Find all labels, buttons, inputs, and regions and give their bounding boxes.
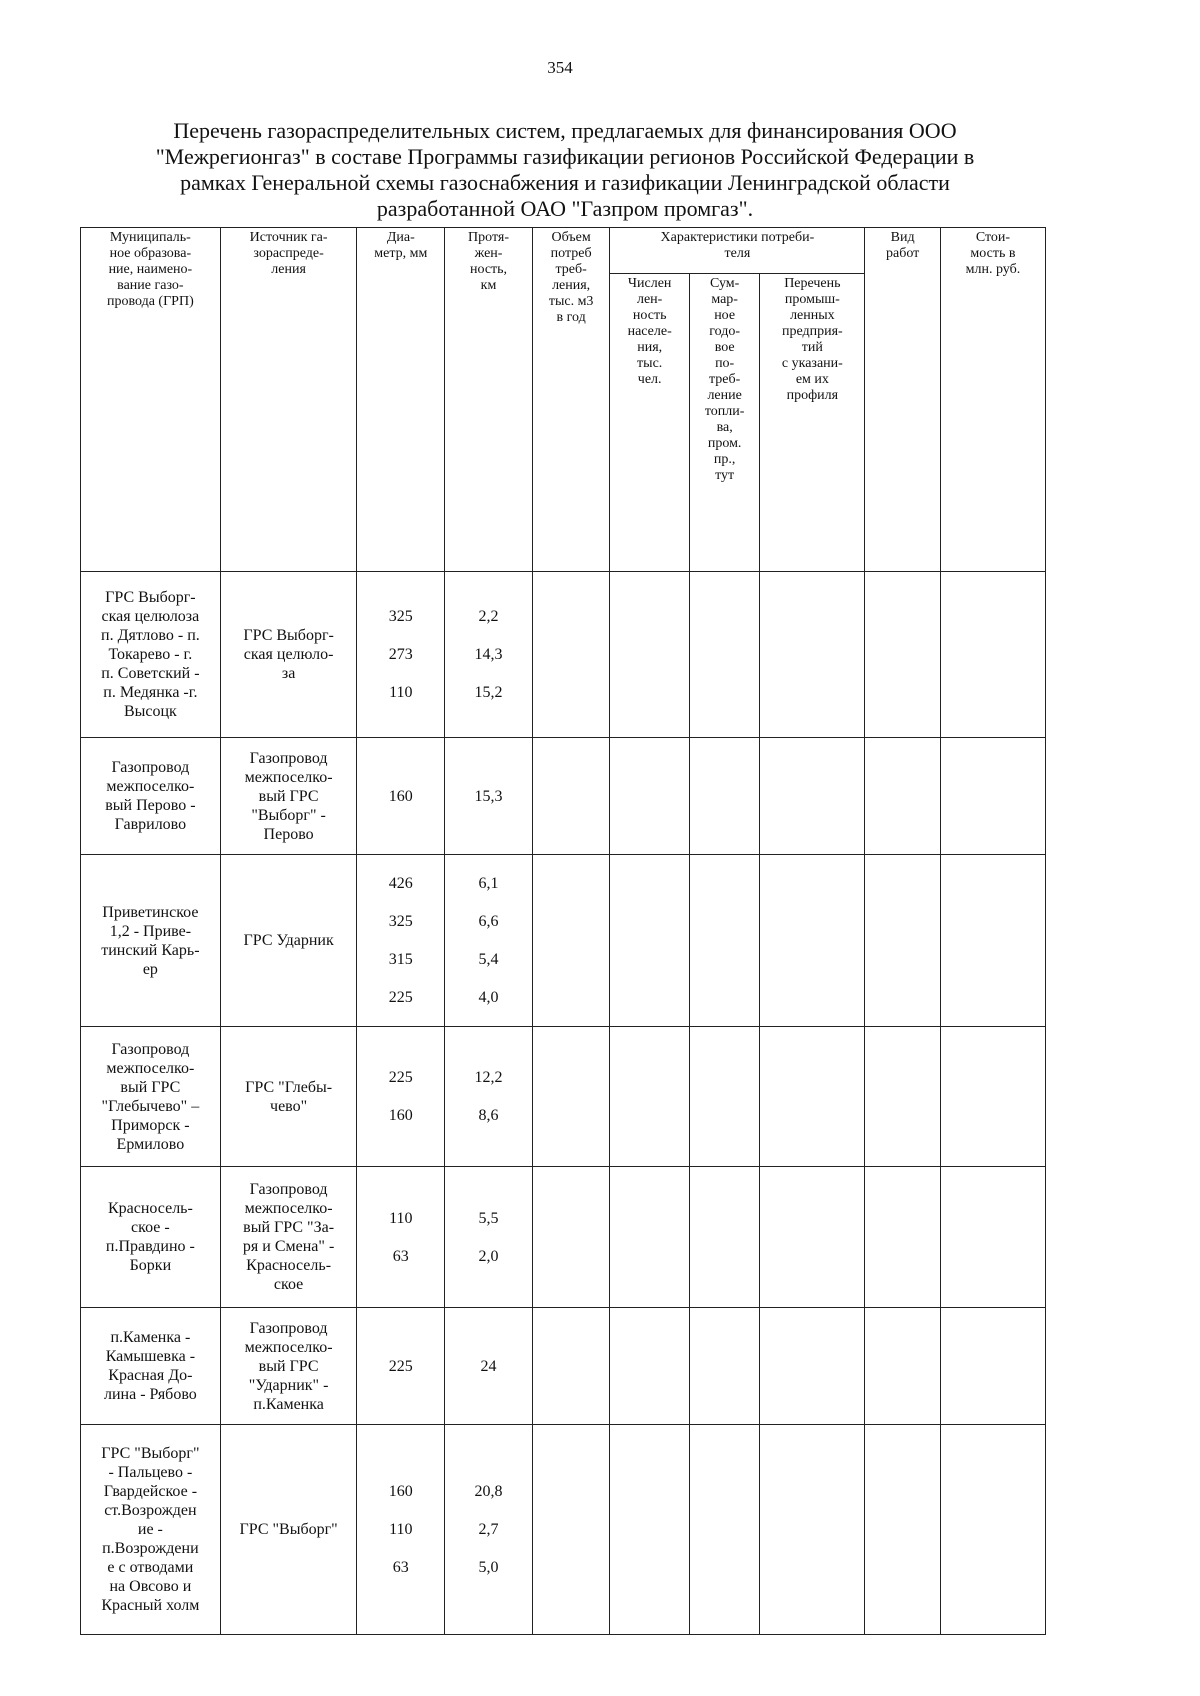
length-value: 2,2 xyxy=(478,608,499,625)
diameter-value: 325 xyxy=(388,913,413,930)
work-type-cell xyxy=(865,1308,940,1425)
distribution-source: ГРС "Выборг" xyxy=(220,1425,357,1635)
distribution-source: Газопровод межпоселко- вый ГРС "За- ря и Смена" - Красносель- ское xyxy=(220,1167,357,1308)
diameter-value: 225 xyxy=(388,989,413,1006)
pipeline-name: Газопровод межпоселко- вый ГРС "Глебычево" – Приморск - Ермилово xyxy=(81,1027,221,1167)
volume-cell xyxy=(532,1425,610,1635)
cost-cell xyxy=(940,1167,1045,1308)
distribution-source: Газопровод межпоселко- вый ГРС "Ударник" - п.Каменка xyxy=(220,1308,357,1425)
title-line-2: "Межрегионгаз" в составе Программы газификации регионов Российской Федерации в xyxy=(155,144,975,169)
work-type-cell xyxy=(865,1425,940,1635)
work-type-cell xyxy=(865,1027,940,1167)
table-row xyxy=(81,1308,1046,1425)
industry-cell xyxy=(760,1308,865,1425)
document-title xyxy=(90,118,1040,222)
length-value: 24 xyxy=(480,1357,497,1375)
length-value: 14,3 xyxy=(474,646,503,663)
population-cell xyxy=(610,738,690,855)
distribution-source: Газопровод межпоселко- вый ГРС "Выборг" - Перово xyxy=(220,738,357,855)
diameter-value: 325 xyxy=(388,608,413,625)
industry-cell xyxy=(760,1167,865,1308)
diameter-value: 160 xyxy=(388,1483,413,1500)
volume-cell xyxy=(532,572,610,738)
industry-cell xyxy=(760,1425,865,1635)
diameter-value: 160 xyxy=(388,787,413,805)
fuel-cell xyxy=(689,855,759,1027)
length-value: 5,5 xyxy=(478,1209,499,1227)
population-cell xyxy=(610,1167,690,1308)
population-cell xyxy=(610,1308,690,1425)
pipeline-name: Газопровод межпоселко- вый Перово - Гаврилово xyxy=(81,738,221,855)
length-value: 20,8 xyxy=(474,1483,503,1500)
work-type-cell xyxy=(865,572,940,738)
length-value: 15,2 xyxy=(474,684,503,701)
diameter-cell xyxy=(357,738,445,855)
diameter-value: 63 xyxy=(392,1559,409,1576)
table-row xyxy=(81,1167,1046,1308)
industry-cell xyxy=(760,572,865,738)
pipeline-name: Красносель- ское - п.Правдино - Борки xyxy=(81,1167,221,1308)
distribution-source: ГРС Ударник xyxy=(220,855,357,1027)
diameter-value: 426 xyxy=(388,875,413,892)
distribution-source: ГРС "Глебы- чево" xyxy=(220,1027,357,1167)
cost-cell xyxy=(940,738,1045,855)
work-type-cell xyxy=(865,738,940,855)
table-row xyxy=(81,572,1046,738)
diameter-value: 63 xyxy=(392,1247,409,1265)
cost-cell xyxy=(940,1308,1045,1425)
header-length: Протя- жен- ность, км xyxy=(445,228,533,572)
length-value: 8,6 xyxy=(478,1107,499,1124)
work-type-cell xyxy=(865,855,940,1027)
diameter-cell xyxy=(357,855,445,1027)
length-value: 6,6 xyxy=(478,913,499,930)
population-cell xyxy=(610,1425,690,1635)
fuel-cell xyxy=(689,1167,759,1308)
table-row xyxy=(81,1425,1046,1635)
cost-cell xyxy=(940,572,1045,738)
diameter-value: 315 xyxy=(388,951,413,968)
table-row xyxy=(81,1027,1046,1167)
pipeline-name: Приветинское 1,2 - Приве- тинский Карь- ер xyxy=(81,855,221,1027)
header-volume: Объем потреб треб- ления, тыс. м3 в год xyxy=(532,228,610,572)
distribution-source: ГРС Выборг- ская целюло- за xyxy=(220,572,357,738)
length-value: 2,0 xyxy=(478,1247,499,1265)
table-body xyxy=(81,572,1046,1635)
length-value: 2,7 xyxy=(478,1521,499,1538)
header-work-type: Вид работ xyxy=(865,228,940,572)
volume-cell xyxy=(532,855,610,1027)
length-value: 5,4 xyxy=(478,951,499,968)
work-type-cell xyxy=(865,1167,940,1308)
header-consumer-characteristics: Характеристики потреби- теля xyxy=(610,228,865,274)
title-line-3: рамках Генеральной схемы газоснабжения и газификации Ленинградской области xyxy=(180,170,950,195)
title-line-1: Перечень газораспределительных систем, предлагаемых для финансирования ООО xyxy=(173,118,957,143)
industry-cell xyxy=(760,738,865,855)
length-cell xyxy=(445,1027,533,1167)
fuel-cell xyxy=(689,1027,759,1167)
industry-cell xyxy=(760,855,865,1027)
diameter-value: 110 xyxy=(389,1521,413,1538)
header-population: Числен лен- ность населе- ния, тыс. чел. xyxy=(610,274,690,572)
length-cell xyxy=(445,1425,533,1635)
cost-cell xyxy=(940,1027,1045,1167)
diameter-value: 110 xyxy=(389,1209,413,1227)
table-row xyxy=(81,855,1046,1027)
length-value: 4,0 xyxy=(478,989,499,1006)
fuel-cell xyxy=(689,572,759,738)
population-cell xyxy=(610,1027,690,1167)
header-source: Источник га- зораспреде- ления xyxy=(220,228,357,572)
volume-cell xyxy=(532,1167,610,1308)
pipeline-name: ГРС Выборг- ская целюлоза п. Дятлово - п. Токарево - г. п. Советский - п. Медянка -г. Высоцк xyxy=(81,572,221,738)
diameter-cell xyxy=(357,1425,445,1635)
length-value: 5,0 xyxy=(478,1559,499,1576)
length-value: 6,1 xyxy=(478,875,499,892)
title-line-4: разработанной ОАО "Газпром промгаз". xyxy=(376,196,754,221)
length-value: 12,2 xyxy=(474,1069,503,1086)
gas-systems-table xyxy=(80,227,1046,1635)
length-cell xyxy=(445,855,533,1027)
diameter-value: 225 xyxy=(388,1357,413,1375)
volume-cell xyxy=(532,1027,610,1167)
fuel-cell xyxy=(689,1308,759,1425)
diameter-value: 160 xyxy=(388,1107,413,1124)
pipeline-name: п.Каменка - Камышевка - Красная До- лина - Рябово xyxy=(81,1308,221,1425)
page-number: 354 xyxy=(547,58,573,77)
fuel-cell xyxy=(689,738,759,855)
cost-cell xyxy=(940,855,1045,1027)
diameter-cell xyxy=(357,1308,445,1425)
header-industrial-enterprises: Перечень промыш- ленных предприя- тий с указани- ем их профиля xyxy=(760,274,865,572)
population-cell xyxy=(610,855,690,1027)
diameter-cell xyxy=(357,1167,445,1308)
length-cell xyxy=(445,738,533,855)
industry-cell xyxy=(760,1027,865,1167)
population-cell xyxy=(610,572,690,738)
cost-cell xyxy=(940,1425,1045,1635)
diameter-cell xyxy=(357,572,445,738)
diameter-value: 273 xyxy=(388,646,413,663)
volume-cell xyxy=(532,1308,610,1425)
header-fuel-consumption: Сум- мар- ное годо- вое по- треб- ление топли- ва, пром. пр., тут xyxy=(689,274,759,572)
length-cell xyxy=(445,1308,533,1425)
fuel-cell xyxy=(689,1425,759,1635)
table-row xyxy=(81,738,1046,855)
header-municipality: Муниципаль- ное образова- ние, наимено- вание газо- провода (ГРП) xyxy=(81,228,221,572)
length-cell xyxy=(445,1167,533,1308)
header-diameter: Диа- метр, мм xyxy=(357,228,445,572)
volume-cell xyxy=(532,738,610,855)
diameter-value: 225 xyxy=(388,1069,413,1086)
pipeline-name: ГРС "Выборг" - Пальцево - Гвардейское - ст.Возрожден ие - п.Возрождени е с отводами на Овсово и Красный холм xyxy=(81,1425,221,1635)
diameter-cell xyxy=(357,1027,445,1167)
diameter-value: 110 xyxy=(389,684,413,701)
header-cost: Стои- мость в млн. руб. xyxy=(940,228,1045,572)
table-header xyxy=(81,228,1046,572)
length-value: 15,3 xyxy=(474,787,503,805)
length-cell xyxy=(445,572,533,738)
